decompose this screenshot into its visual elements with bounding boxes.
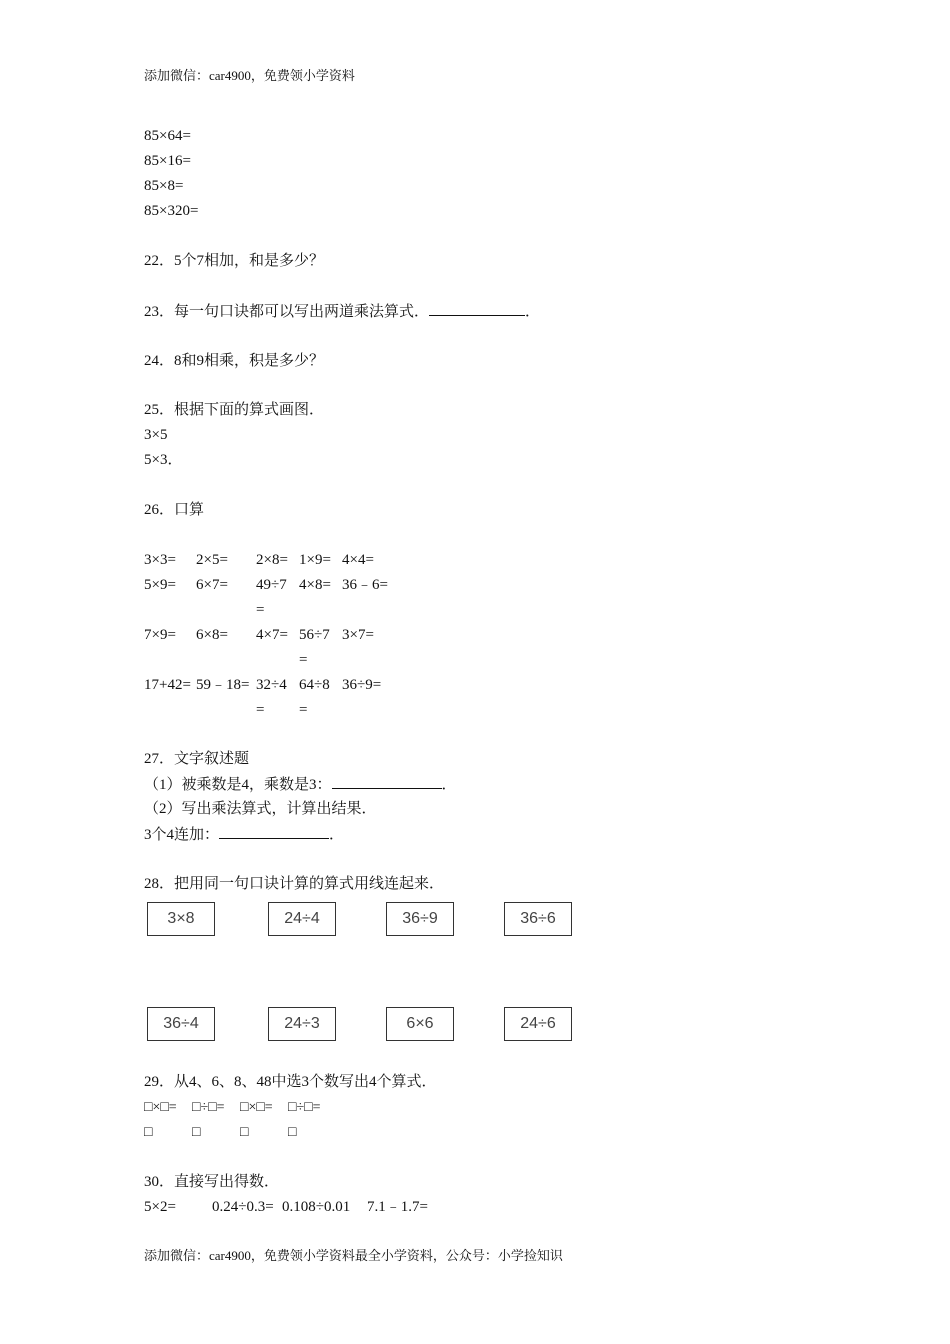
q28-bottom-box-3[interactable]: 6×6 — [386, 1007, 454, 1041]
q26-r3-c3: 4×7= — [256, 627, 288, 643]
q28-top-box-2[interactable]: 24÷4 — [268, 902, 336, 936]
q28-title: 28．把用同一句口诀计算的算式用线连起来． — [144, 876, 445, 892]
q27-title: 27．文字叙述题 — [144, 751, 250, 767]
q26-r4-c2: 59﹣18= — [196, 677, 250, 693]
q27-part-2: （2）写出乘法算式，计算出结果． — [144, 801, 377, 817]
q30-item-3: 0.108÷0.01 — [282, 1199, 351, 1215]
q26-r4-c5: 36÷9= — [342, 677, 382, 693]
q26-r1-c2: 2×5= — [196, 552, 228, 568]
q21-line-1: 85×64= — [144, 128, 191, 144]
q26-r4-c4-eq: = — [299, 702, 308, 718]
q29-formula-3[interactable]: □×□= — [240, 1100, 273, 1115]
q24-text: 24．8和9相乘，积是多少？ — [144, 353, 325, 369]
q27-part-3-text: 3个4连加： — [144, 827, 220, 843]
q23-line — [144, 301, 540, 322]
q25-line-2: 5×3． — [144, 452, 183, 468]
q30-item-2: 0.24÷0.3= — [212, 1199, 274, 1215]
q29-result-4[interactable]: □ — [288, 1125, 297, 1140]
q26-r3-c4-eq: = — [299, 652, 308, 668]
q30-title: 30．直接写出得数． — [144, 1174, 280, 1190]
q26-r4-c1: 17+42= — [144, 677, 191, 693]
q28-top-box-3[interactable]: 36÷9 — [386, 902, 454, 936]
q26-r2-c5: 36﹣6= — [342, 577, 388, 593]
q25-title: 25．根据下面的算式画图． — [144, 402, 325, 418]
q26-r4-c3-eq: = — [256, 702, 265, 718]
q21-line-4: 85×320= — [144, 203, 199, 219]
q30-item-4: 7.1﹣1.7= — [367, 1199, 428, 1215]
q28-top-box-4[interactable]: 36÷6 — [504, 902, 572, 936]
q26-r1-c1: 3×3= — [144, 552, 176, 568]
q21-line-3: 85×8= — [144, 178, 184, 194]
q28-bottom-box-2[interactable]: 24÷3 — [268, 1007, 336, 1041]
q23-text: 23．每一句口诀都可以写出两道乘法算式． — [144, 304, 430, 320]
q23-answer-blank[interactable] — [429, 301, 525, 316]
q28-bottom-box-1[interactable]: 36÷4 — [147, 1007, 215, 1041]
q29-result-2[interactable]: □ — [192, 1125, 201, 1140]
q30-item-1: 5×2= — [144, 1199, 176, 1215]
q26-r1-c4: 1×9= — [299, 552, 331, 568]
q28-top-box-1[interactable]: 3×8 — [147, 902, 215, 936]
q26-r4-c3: 32÷4 — [256, 677, 287, 693]
q26-r3-c5: 3×7= — [342, 627, 374, 643]
q26-r2-c3: 49÷7 — [256, 577, 287, 593]
q26-title: 26．口算 — [144, 502, 205, 518]
q27-part-3 — [144, 824, 344, 845]
q26-r3-c2: 6×8= — [196, 627, 228, 643]
q21-line-2: 85×16= — [144, 153, 191, 169]
q26-r2-c2: 6×7= — [196, 577, 228, 593]
q29-result-3[interactable]: □ — [240, 1125, 249, 1140]
q26-r1-c3: 2×8= — [256, 552, 288, 568]
q29-result-1[interactable]: □ — [144, 1125, 153, 1140]
q26-r2-c3-eq: = — [256, 602, 265, 618]
q22-text: 22．5个7相加，和是多少？ — [144, 253, 325, 269]
q28-bottom-box-4[interactable]: 24÷6 — [504, 1007, 572, 1041]
q27-part-1 — [144, 774, 457, 795]
q29-formula-2[interactable]: □÷□= — [192, 1100, 225, 1115]
q26-r2-c4: 4×8= — [299, 577, 331, 593]
q26-r4-c4: 64÷8 — [299, 677, 330, 693]
q29-title: 29．从4、6、8、48中选3个数写出4个算式． — [144, 1074, 437, 1090]
q29-formula-4[interactable]: □÷□= — [288, 1100, 321, 1115]
q27-part-1-text: （1）被乘数是4，乘数是3： — [144, 777, 332, 793]
page-footer: 添加微信：car4900，免费领小学资料最全小学资料，公众号：小学捡知识 — [144, 1248, 563, 1263]
q23-end: ． — [525, 304, 541, 320]
q27-part-3-blank[interactable] — [219, 824, 329, 839]
q26-r3-c4: 56÷7 — [299, 627, 330, 643]
q25-line-1: 3×5 — [144, 427, 168, 443]
q27-part-1-blank[interactable] — [332, 774, 442, 789]
q26-r1-c5: 4×4= — [342, 552, 374, 568]
page-header: 添加微信：car4900，免费领小学资料 — [144, 68, 355, 83]
q27-part-1-end: ． — [441, 777, 457, 793]
q26-r3-c1: 7×9= — [144, 627, 176, 643]
q26-r2-c1: 5×9= — [144, 577, 176, 593]
q27-part-3-end: ． — [329, 827, 345, 843]
q29-formula-1[interactable]: □×□= — [144, 1100, 177, 1115]
